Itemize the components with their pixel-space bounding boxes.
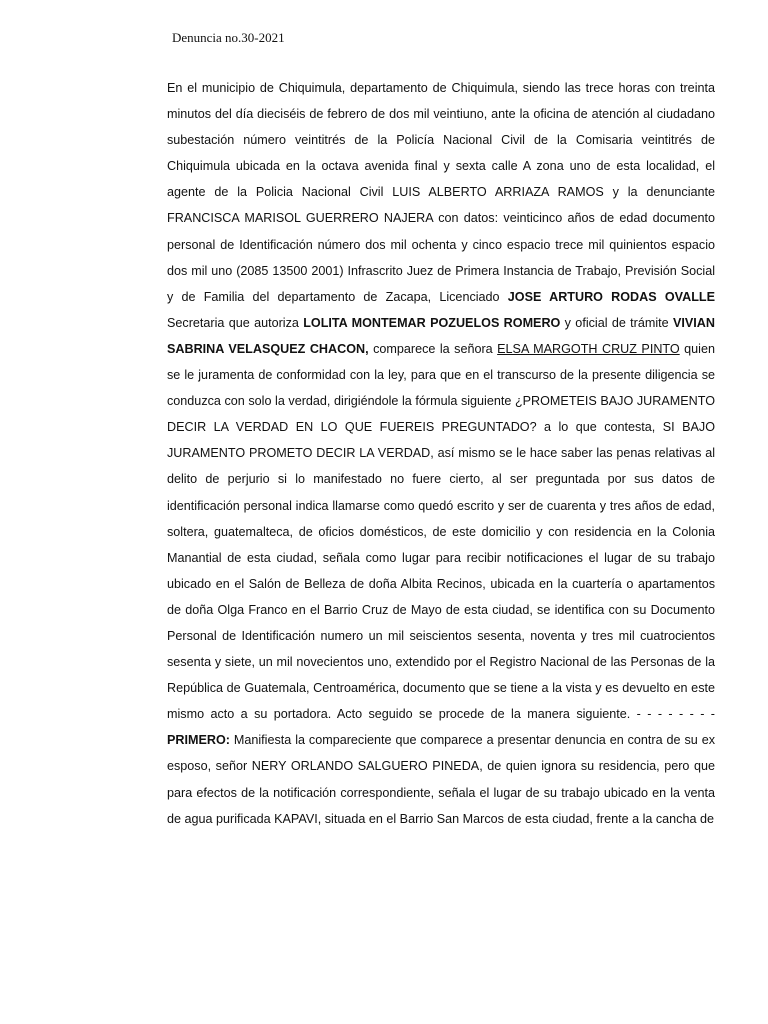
secretary-name: LOLITA MONTEMAR POZUELOS ROMERO	[303, 315, 561, 330]
judge-name: JOSE ARTURO RODAS OVALLE	[507, 289, 715, 304]
body-text-secretary-label: Secretaria que autoriza	[167, 315, 304, 330]
body-text-intro: En el municipio de Chiquimula, departamento de Chiquimula, siendo las trece horas con treinta minutos del día dieciséis de febrero de dos mil veintiuno, ante la oficina de atención al ciudadano subestación número veintitrés de la Policía Nacional Civil de la Comisaria veintitrés de Chiquimula ubicada en la octava avenida final y sexta calle A zona uno de esta localidad, el agente de la Policia Nacional Civil LUIS ALBERTO ARRIAZA RAMOS y la denunciante FRANCISCA MARISOL GUERRERO NAJERA con datos: veinticinco años de edad documento personal de Identificación número dos mil ochenta y cinco espacio trece mil quinientos espacio dos mil uno (2085 13500 2001) Infrascrito Juez de Primera Instancia de Trabajo, Previsión Social y de Familia del departamento de Zacapa, Licenciado	[167, 81, 715, 304]
document-body	[167, 75, 715, 832]
body-text-appears-label: comparece la señora	[368, 341, 498, 356]
body-text-officer-label: y oficial de trámite	[560, 315, 673, 330]
document-header: Denuncia no.30-2021	[172, 30, 285, 45]
officer-name: VIVIAN SABRINA VELASQUEZ CHACON,	[167, 315, 715, 356]
body-text-oath: quien se le juramenta de conformidad con la ley, para que en el transcurso de la presente diligencia se conduzca con solo la verdad, dirigiéndole la fórmula siguiente ¿PROMETEIS BAJO JURAMENTO DECIR LA VERDAD EN LO QUE FUEREIS PREGUNTADO? a lo que contesta, SI BAJO JURAMENTO PROMETO DECIR LA VERDAD, así mismo se le hace saber las penas relativas al delito de perjurio si lo manifestado no fuere cierto, al ser preguntada por sus datos de identificación personal indica llamarse como quedó escrito y ser de cuarenta y tres años de edad, soltera, guatemalteca, de oficios domésticos, de este domicilio y con residencia en la Colonia Manantial de esta ciudad, señala como lugar para recibir notificaciones el lugar de su trabajo ubicado en el Salón de Belleza de doña Albita Recinos, ubicada en la cuartería o apartamentos de doña Olga Franco en el Barrio Cruz de Mayo de esta ciudad, se identifica con su Documento Personal de Identificación numero un mil seiscientos sesenta, noventa y tres mil cuatrocientos sesenta y siete, un mil novecientos uno, extendido por el Registro Nacional de las Personas de la República de Guatemala, Centroamérica, documento que se tiene a la vista y es devuelto en este mismo acto a su portadora. Acto seguido se procede de la manera siguiente. - - - - - - - -	[167, 341, 715, 722]
body-text-primero: Manifiesta la compareciente que comparece a presentar denuncia en contra de su ex esposo, señor NERY ORLANDO SALGUERO PINEDA, de quien ignora su residencia, pero que para efectos de la notificación correspondiente, señala el lugar de su trabajo ubicado en la venta de agua purificada KAPAVI, situada en el Barrio San Marcos de esta ciudad, frente a la cancha de	[167, 733, 715, 826]
complainant-name: ELSA MARGOTH CRUZ PINTO	[497, 341, 680, 356]
section-primero-label: PRIMERO:	[167, 733, 230, 748]
